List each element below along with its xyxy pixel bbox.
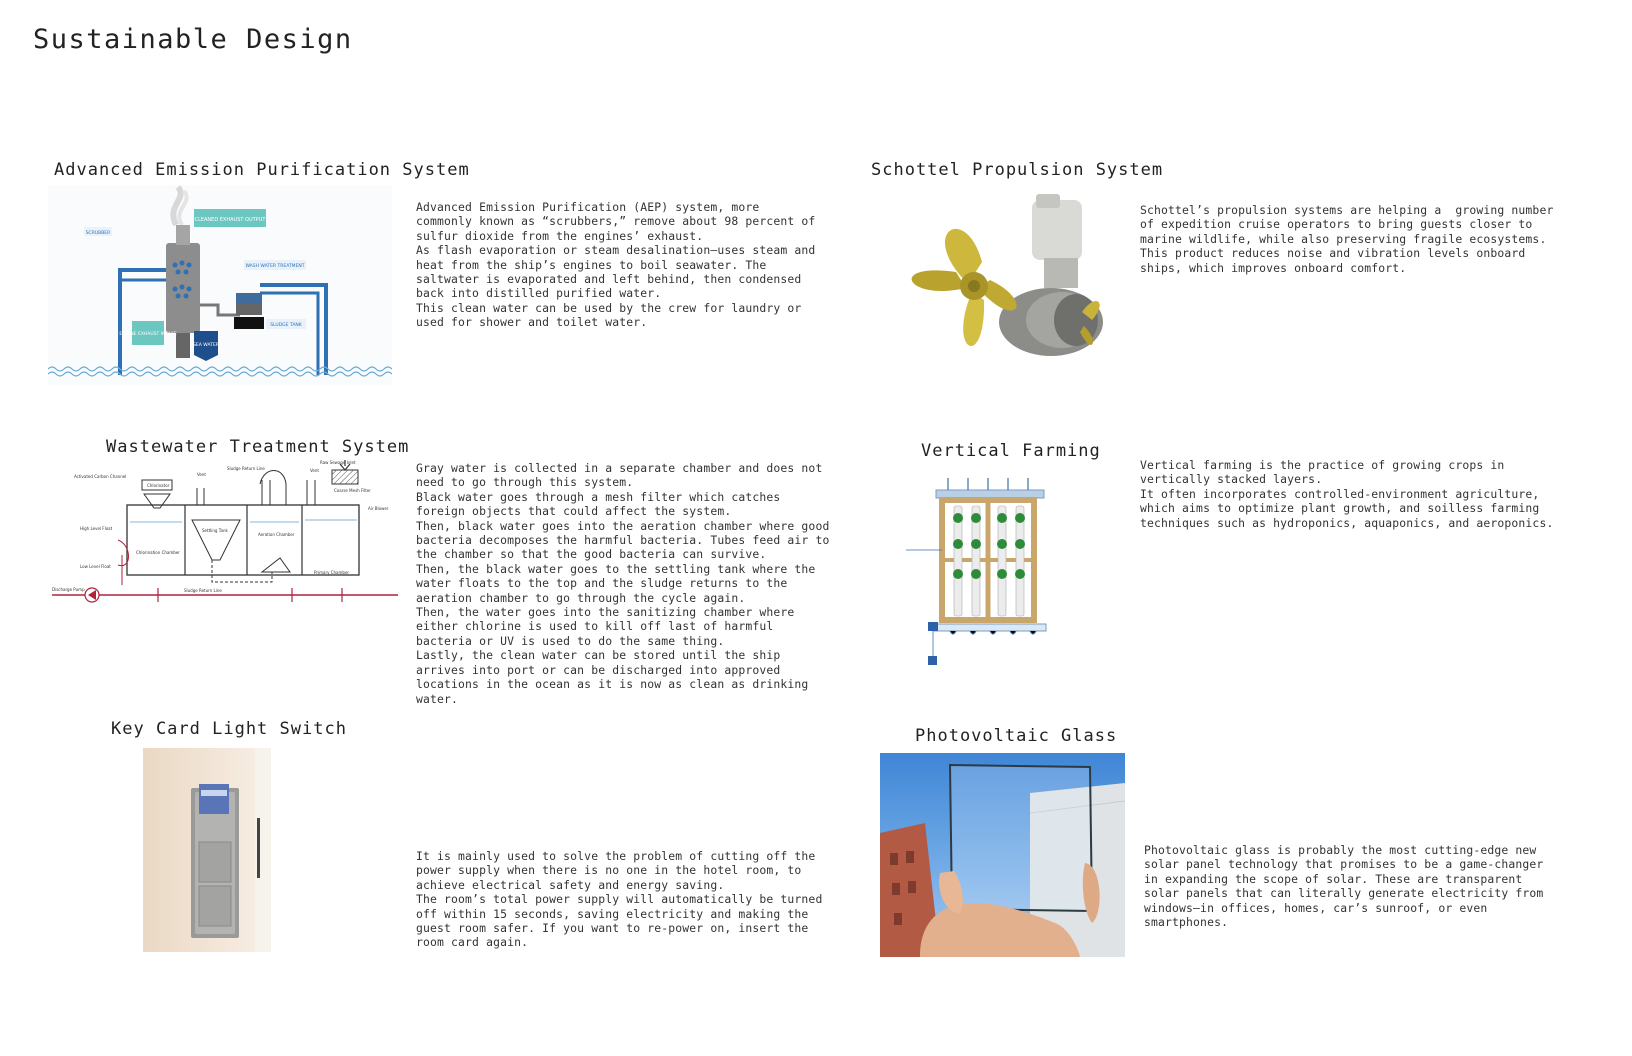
wastewater-heading: Wastewater Treatment System: [106, 437, 410, 457]
pv-glass-photo: [880, 753, 1125, 957]
ww-label-sludge-return: Sludge Return Line: [227, 466, 265, 471]
aep-text: [416, 200, 823, 330]
pv-text: [1144, 843, 1564, 929]
ww-label-primary: Primary Chamber: [314, 570, 350, 575]
wastewater-diagram: [52, 460, 398, 615]
keycard-paragraph: The room’s total power supply will automatically be turned off within 15 seconds, saving electricity and making the guest room safer. If you want to re-power on, insert the room card again.: [416, 892, 830, 950]
ww-label-discharge: Discharge Pump: [52, 587, 85, 592]
schottel-paragraph: This product reduces noise and vibration levels onboard ships, which improves onboard comfort.: [1140, 246, 1533, 275]
ww-label-raw-sewage: Raw Sewage Inlet: [320, 460, 356, 465]
vertical-text: [1140, 458, 1560, 530]
ww-label-air-blower: Air Blower: [368, 506, 389, 511]
aep-paragraph: Advanced Emission Purification (AEP) system, more commonly known as “scrubbers,” remove about 98 percent of sulfur dioxide from the engines’ exhaust.: [416, 200, 823, 243]
ww-label-high-level: High Level Float: [80, 526, 113, 531]
aep-heading: Advanced Emission Purification System: [54, 160, 470, 180]
vertical-paragraph: It often incorporates controlled-environment agriculture, which aims to optimize plant growth, and soilless farming techniques such as hydroponics, aquaponics, and aeroponics.: [1140, 486, 1554, 530]
ww-label-aeration: Aeration Chamber: [258, 532, 295, 537]
schottel-heading: Schottel Propulsion System: [871, 160, 1164, 180]
keycard-text: [416, 849, 836, 950]
wastewater-paragraph: Then, the black water goes to the settling tank where the water floats to the top and the sludge returns to the aeration chamber to go through the cycle again.: [416, 561, 823, 605]
ww-label-vent-2: Vent: [310, 468, 319, 473]
vertical-farming-diagram: [906, 470, 1084, 670]
ww-label-sludge-return-2: Sludge Return Line: [184, 588, 222, 593]
page-title: Sustainable Design: [33, 24, 353, 55]
keycard-switch-icon: [143, 748, 271, 952]
aep-paragraph: As flash evaporation or steam desalination—uses steam and heat from the ship’s engines to boil seawater. The saltwater is evaporated and left behind, then condensed back into distilled purified water.: [416, 243, 823, 301]
aep-label-sludge: SLUDGE TANK: [270, 323, 302, 328]
aep-diagram: [48, 185, 392, 385]
aep-label-cleaned: CLEANED EXHAUST OUTPUT: [194, 217, 266, 223]
keycard-paragraph: It is mainly used to solve the problem of cutting off the power supply when there is no one in the hotel room, to achieve electrical safety and energy saving.: [416, 849, 823, 892]
ww-label-chlorination: Chlorination Chamber: [136, 550, 180, 555]
vertical-paragraph: Vertical farming is the practice of growing crops in vertically stacked layers.: [1140, 458, 1512, 487]
aep-paragraph: This clean water can be used by the crew for laundry or used for shower and toilet water.: [416, 300, 809, 330]
wastewater-paragraph: Then, the water goes into the sanitizing chamber where either chlorine is used to kill off last of harmful bacteria or UV is used to do the same thing.: [416, 605, 802, 648]
schottel-paragraph: Schottel’s propulsion systems are helping a growing number of expedition cruise operators to bring guests closer to marine wildlife, while also preserving fragile ecosystems.: [1140, 203, 1561, 246]
aep-label-engine: ENGINE EXHAUST INTAKE: [119, 332, 177, 337]
ww-label-vent-1: Vent: [197, 472, 206, 477]
wastewater-paragraph: Lastly, the clean water can be stored until the ship arrives into port or can be discharged into approved locations in the ocean as it is now as clean as drinking water.: [416, 648, 816, 706]
pv-paragraph: Photovoltaic glass is probably the most cutting-edge new solar panel technology that promises to be a game-changer in expanding the scope of solar. These are transparent solar panels that can literally generate electricity from windows—in offices, homes, car’s sunroof, or even smartphones.: [1144, 843, 1551, 930]
aep-label-scrubber: SCRUBBER: [85, 231, 111, 236]
ww-label-low-level: Low Level Float: [80, 564, 111, 569]
wastewater-paragraph: Then, black water goes into the aeration chamber where good bacteria decomposes the harmful bacteria. Tubes feed air to the chamber so that the good bacteria can survive.: [416, 518, 837, 562]
ww-label-coarse-mesh: Coarse Mesh Filter: [334, 488, 371, 493]
wastewater-text: [416, 461, 837, 706]
vertical-heading: Vertical Farming: [921, 441, 1101, 461]
propeller-icon: [886, 192, 1124, 380]
pv-heading: Photovoltaic Glass: [915, 726, 1118, 746]
wastewater-paragraph: Gray water is collected in a separate chamber and does not need to go through this system.: [416, 461, 830, 490]
ww-label-chlorinator: Chlorinator: [147, 483, 170, 488]
aep-label-wash: WASH WATER TREATMENT: [245, 264, 305, 269]
ww-label-carbon: Activated Carbon Channel: [74, 474, 127, 479]
wastewater-paragraph: Black water goes through a mesh filter which catches foreign objects that could affect the system.: [416, 489, 788, 519]
ww-label-settling: Settling Tank: [202, 528, 228, 533]
aep-label-sea: SEA WATER: [193, 343, 219, 348]
schottel-text: [1140, 203, 1560, 275]
keycard-heading: Key Card Light Switch: [111, 719, 347, 739]
